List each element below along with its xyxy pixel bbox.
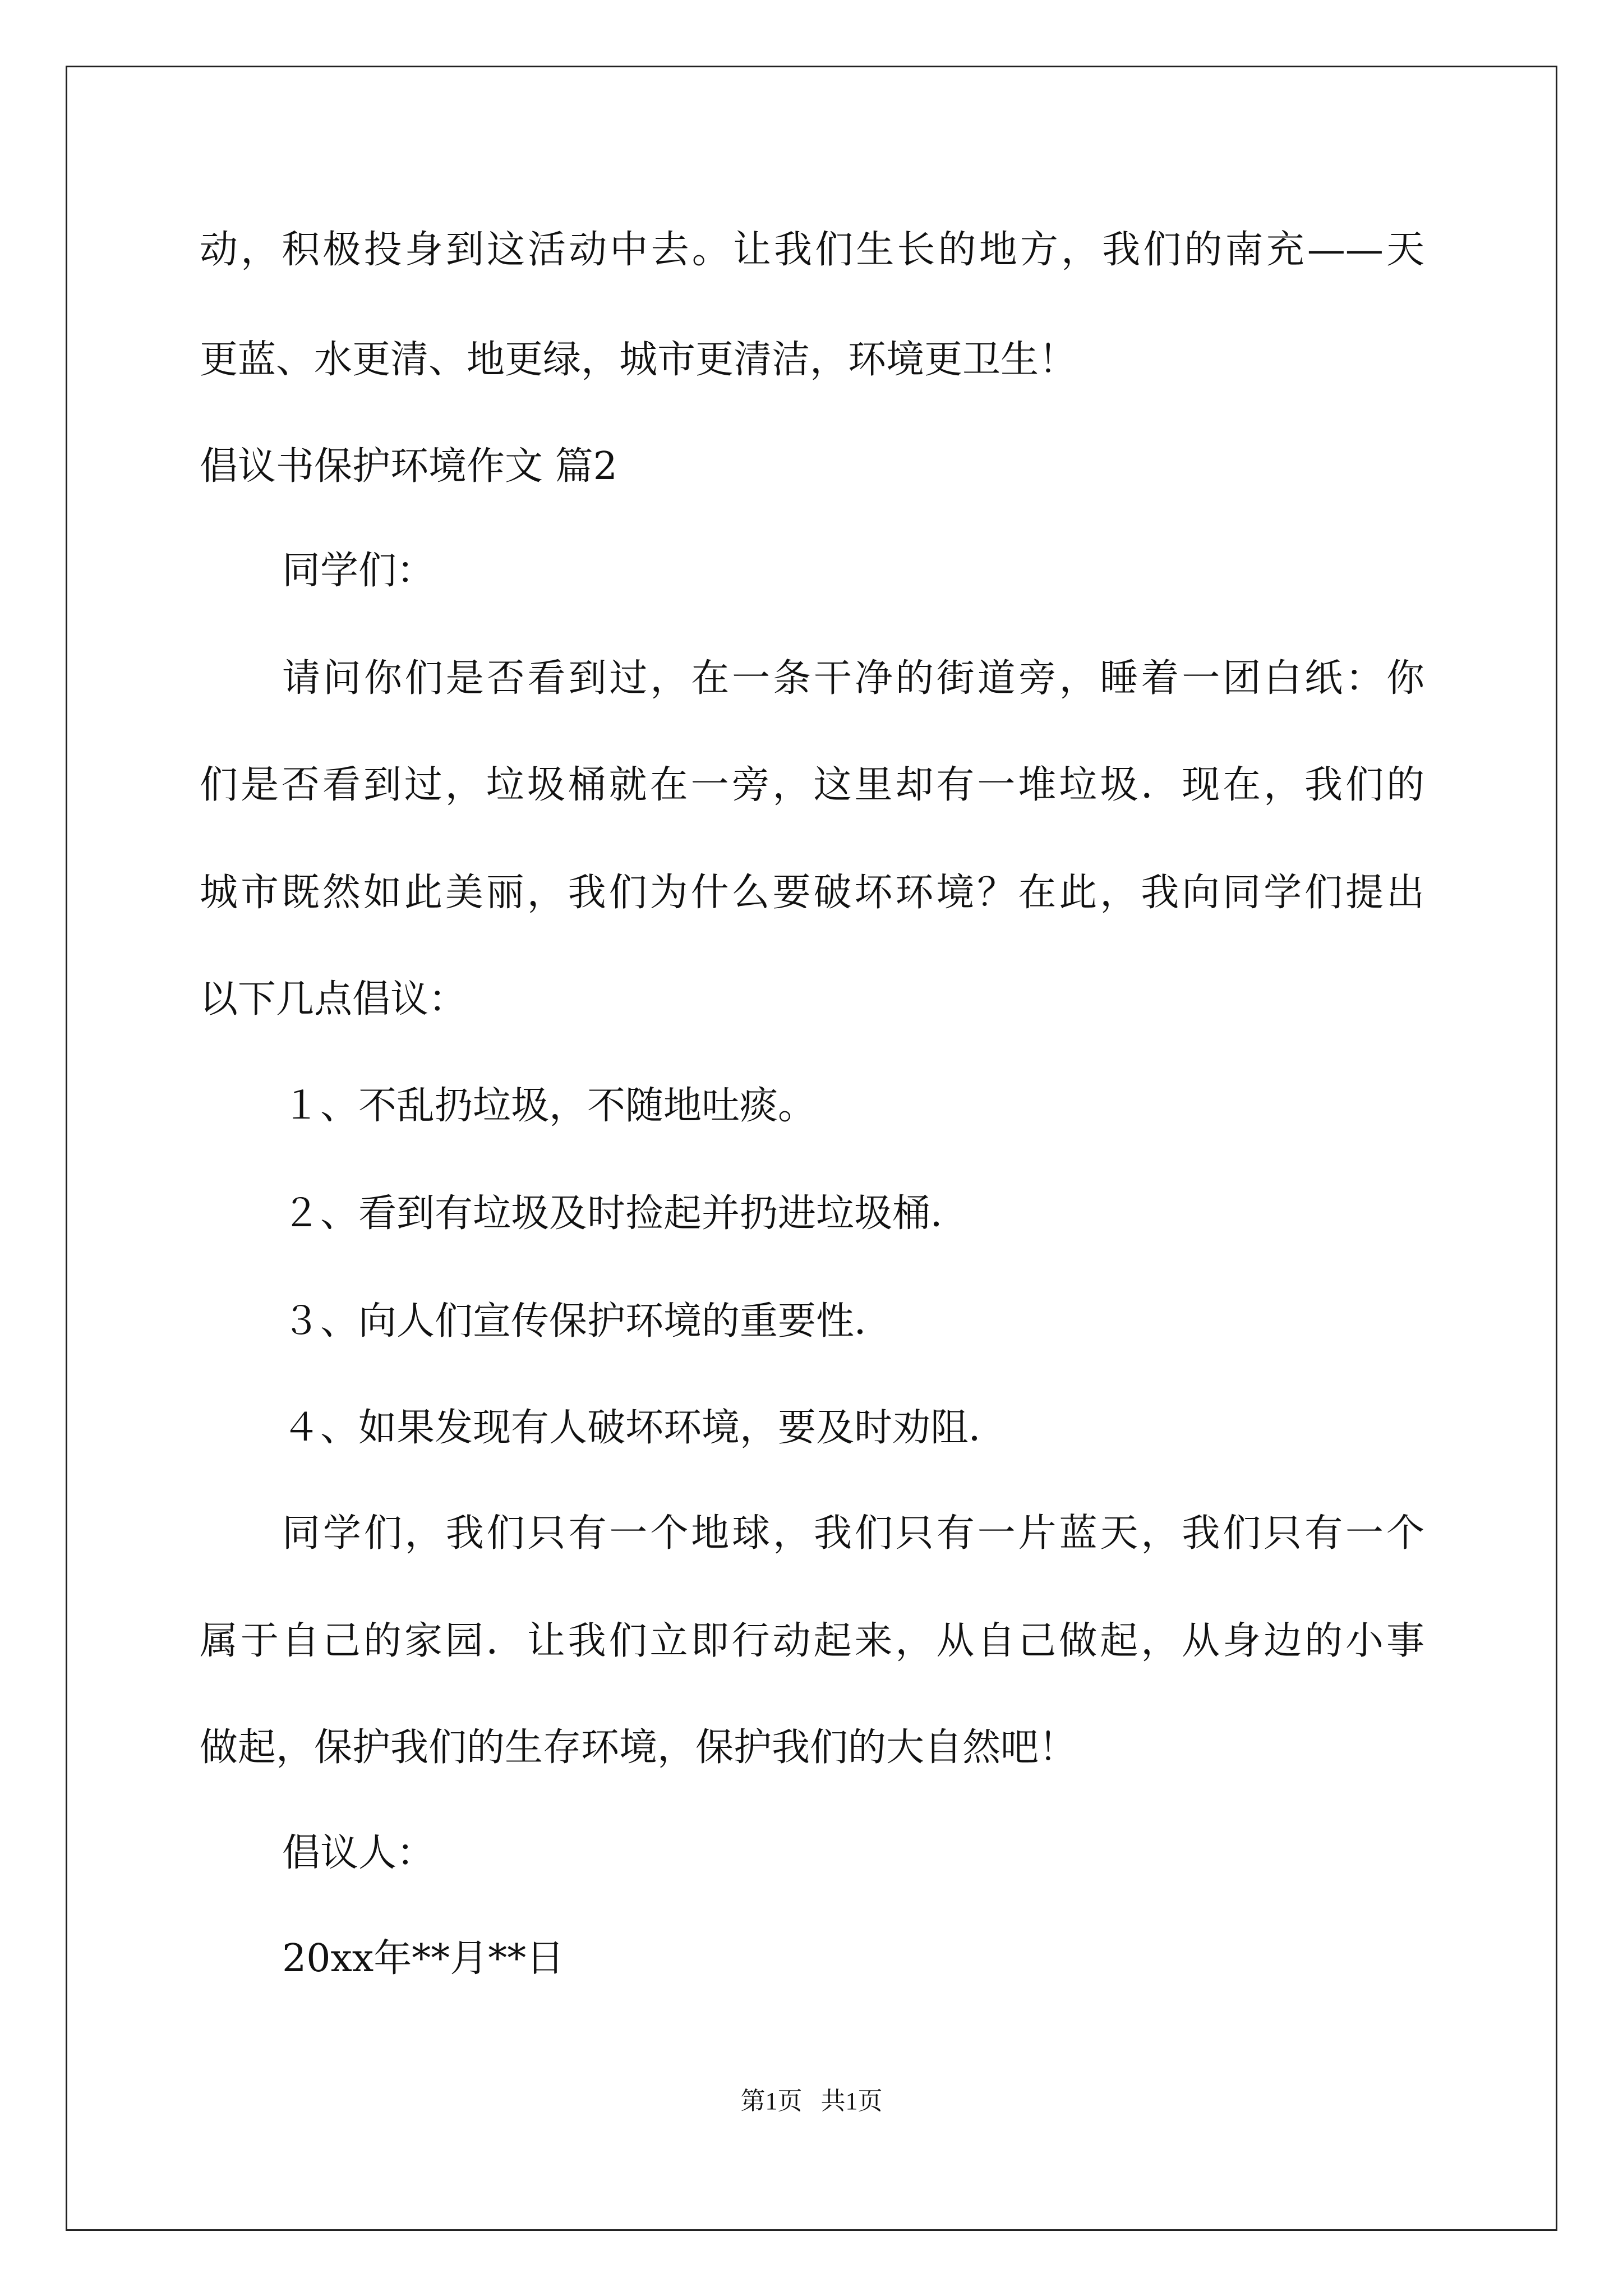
signature-date: 20xx年**月**日 <box>282 1936 565 1981</box>
page-border <box>66 66 1557 2231</box>
body-line-6: 们是否看到过，垃圾桶就在一旁，这里却有一堆垃圾．现在，我们的 <box>200 763 1424 807</box>
proposal-item-4: ４、如果发现有人破坏环境，要及时劝阻． <box>282 1406 1007 1450</box>
body-line-14: 属于自己的家园．让我们立即行动起来，从自己做起，从身边的小事 <box>200 1619 1424 1663</box>
body-line-13: 同学们，我们只有一个地球，我们只有一片蓝天，我们只有一个 <box>282 1511 1424 1556</box>
body-line-1: 动，积极投身到这活动中去。让我们生长的地方，我们的南充——天 <box>200 228 1424 272</box>
proposal-item-2: ２、看到有垃圾及时捡起并扔进垃圾桶． <box>282 1191 969 1236</box>
body-line-7: 城市既然如此美丽，我们为什么要破坏环境？在此，我向同学们提出 <box>200 871 1424 915</box>
proposal-item-1: １、不乱扔垃圾，不随地吐痰。 <box>282 1084 817 1128</box>
body-line-5: 请问你们是否看到过，在一条干净的街道旁，睡着一团白纸：你 <box>282 656 1424 701</box>
body-line-2: 更蓝、水更清、地更绿，城市更清洁，环境更卫生！ <box>200 338 1077 382</box>
page-footer: 第1页 共1页 <box>740 2087 883 2115</box>
salutation: 同学们： <box>282 549 435 593</box>
body-line-8: 以下几点倡议： <box>200 977 467 1022</box>
section-heading: 倡议书保护环境作文 篇2 <box>200 444 617 489</box>
signature-label: 倡议人： <box>282 1831 435 1875</box>
proposal-item-3: ３、向人们宣传保护环境的重要性． <box>282 1299 893 1343</box>
body-line-15: 做起，保护我们的生存环境，保护我们的大自然吧！ <box>200 1726 1077 1770</box>
